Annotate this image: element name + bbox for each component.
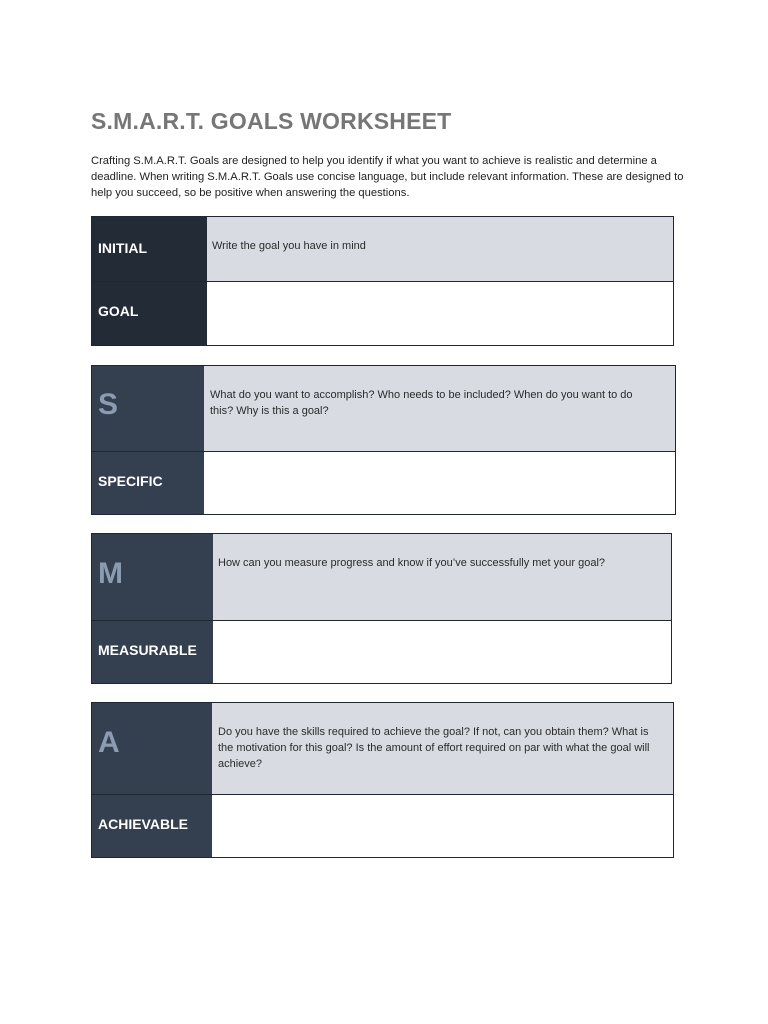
initial-goal-answer-field[interactable] [207,282,673,345]
measurable-prompt: How can you measure progress and know if you’ve successfully met your goal? [213,534,671,620]
achievable-label: ACHIEVABLE [98,816,188,832]
specific-letter: S [98,388,119,421]
measurable-answer-field[interactable] [213,621,671,683]
measurable-letter: M [98,557,123,590]
initial-goal-section [91,216,674,346]
achievable-answer-field[interactable] [212,795,673,857]
achievable-letter: A [98,726,120,759]
achievable-label-panel [92,703,212,857]
initial-goal-prompt: Write the goal you have in mind [207,217,673,281]
achievable-section [91,702,674,858]
initial-label: INITIAL [98,240,147,256]
measurable-label: MEASURABLE [98,642,197,658]
achievable-prompt: Do you have the skills required to achieve the goal? If not, can you obtain them? What is the motivation for this goal? Is the amount of effort required on par with what the goal will achieve? [212,703,673,794]
measurable-section [91,533,672,684]
goal-label: GOAL [98,303,139,319]
specific-label-panel [92,366,204,514]
page-title: S.M.A.R.T. GOALS WORKSHEET [91,108,452,134]
specific-prompt: What do you want to accomplish? Who needs to be included? When do you want to do this? Why is this a goal? [204,366,675,451]
measurable-label-panel [92,534,213,683]
specific-label: SPECIFIC [98,473,163,489]
specific-answer-field[interactable] [204,452,675,514]
intro-paragraph: Crafting S.M.A.R.T. Goals are designed to help you identify if what you want to achieve is realistic and determine a deadline. When writing S.M.A.R.T. Goals use concise language, but include relevant information. These are designed to help you succeed, so be positive when answering the questions. [91,155,684,199]
specific-section [91,365,676,515]
